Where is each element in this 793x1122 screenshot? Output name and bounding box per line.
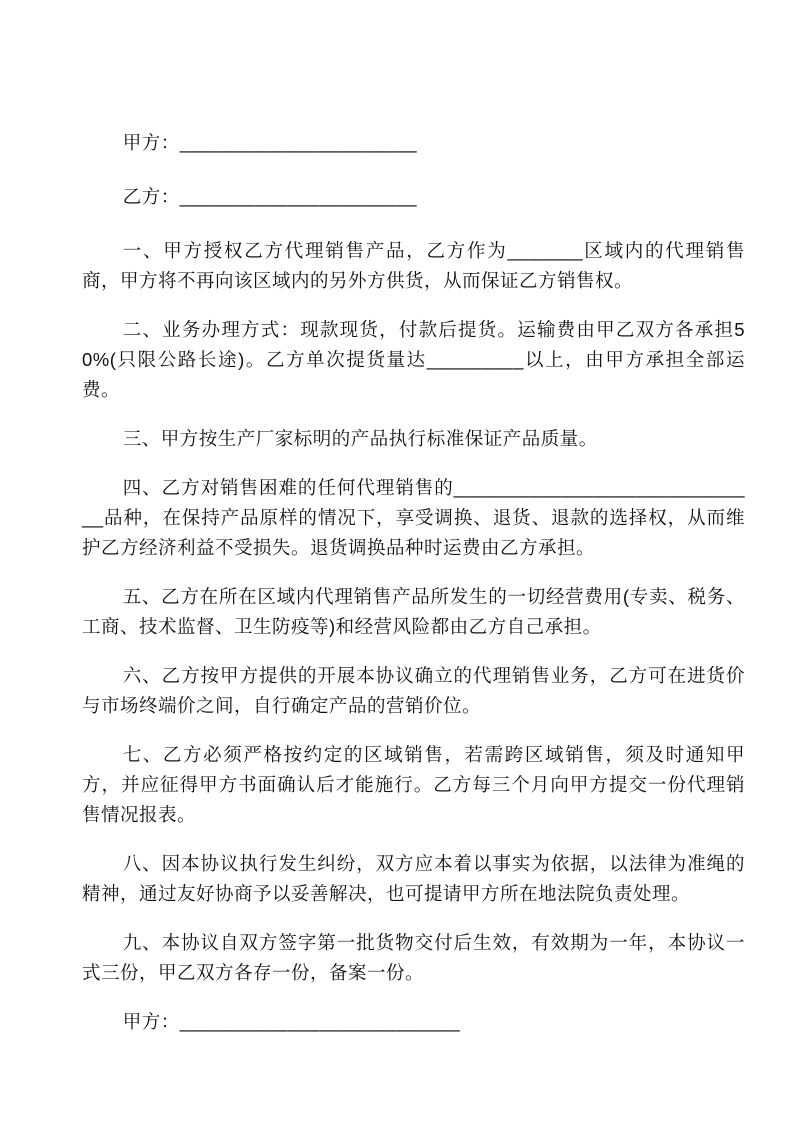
clause-8: 八、因本协议执行发生纠纷，双方应本着以事实为依据，以法律为准绳的精神，通过友好协商予以妥善解决，也可提请甲方所在地法院负责处理。 [82,853,745,904]
signature-party-a-blank-line: 甲方：__________________________ [122,1011,461,1032]
party-a-blank-line: 甲方：______________________ [122,132,418,153]
party-b-blank-line: 乙方：______________________ [122,186,418,207]
clause-9: 九、本协议自双方签字第一批货物交付后生效，有效期为一年，本协议一式三份，甲乙双方各存一份，备案一份。 [82,932,745,983]
clause-5: 五、乙方在所在区域内代理销售产品所发生的一切经营费用(专卖、税务、工商、技术监督、卫生防疫等)和经营风险都由乙方自己承担。 [82,586,745,637]
agreement-body [82,128,745,1037]
clause-2: 二、业务办理方式：现款现货，付款后提货。运输费由甲乙双方各承担50%(只限公路长途)。乙方单次提货量达_________以上，由甲方承担全部运费。 [82,319,745,400]
clause-4: 四、乙方对销售困难的任何代理销售的_____________________________品种，在保持产品原样的情况下，享受调换、退货、退款的选择权，从而维护乙方经济利益不受损失。退货调换品种时运费由乙方承担。 [82,477,745,558]
clause-3: 三、甲方按生产厂家标明的产品执行标准保证产品质量。 [122,428,598,449]
clause-1: 一、甲方授权乙方代理销售产品，乙方作为_______区域内的代理销售商，甲方将不再向该区域内的另外方供货，从而保证乙方销售权。 [82,240,745,291]
clause-7: 七、乙方必须严格按约定的区域销售，若需跨区域销售，须及时通知甲方，并应征得甲方书面确认后才能施行。乙方每三个月向甲方提交一份代理销售情况报表。 [82,744,745,825]
clause-6: 六、乙方按甲方提供的开展本协议确立的代理销售业务，乙方可在进货价与市场终端价之间，自行确定产品的营销价位。 [82,665,745,716]
